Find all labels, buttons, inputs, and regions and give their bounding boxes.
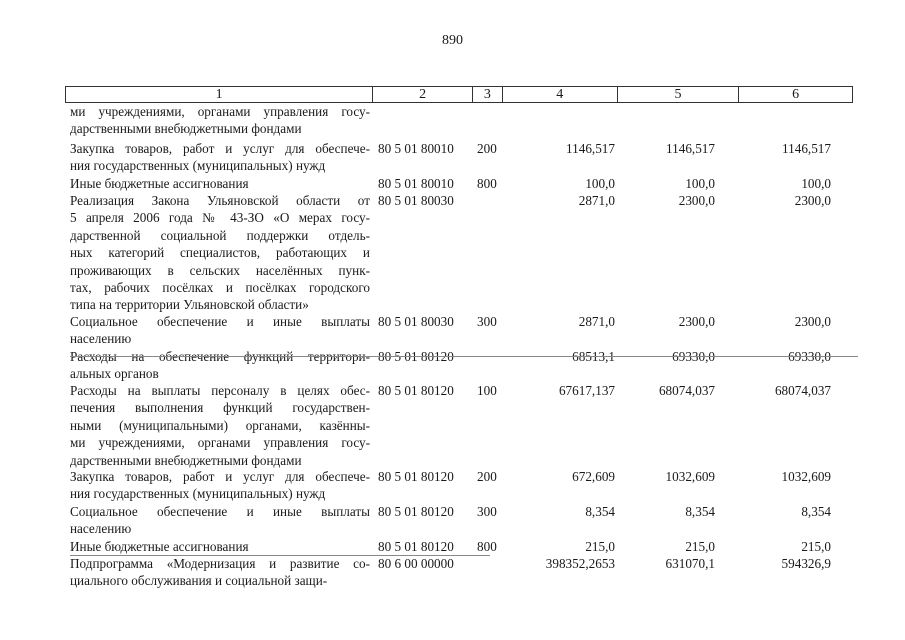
row-code: 80 5 01 80120: [378, 504, 454, 519]
row-name-line: ными (муниципальными) органами, казённы-: [70, 417, 370, 433]
row-name: [70, 192, 370, 314]
row-code: 80 6 00 00000: [378, 556, 454, 571]
row-name-line: населению: [70, 331, 132, 347]
row-name: [70, 555, 370, 590]
header-col-3: 3: [473, 87, 503, 102]
row-name-line: ния государственных (муниципальных) нужд: [70, 158, 326, 174]
row-code: 80 5 01 80010: [378, 141, 454, 156]
row-value-col5: 631070,1: [665, 556, 715, 571]
row-value-col5: 8,354: [685, 504, 715, 519]
row-value-col5: 215,0: [685, 539, 715, 554]
header-col-2: 2: [373, 87, 473, 102]
row-name-line: циального обслуживания и социальной защи-: [70, 573, 328, 589]
row-value-col4: 8,354: [585, 504, 615, 519]
divider: [70, 356, 858, 357]
row-code: 80 5 01 80120: [378, 469, 454, 484]
row-name-line: ных категорий специалистов, работающих и: [70, 245, 370, 261]
row-value-col6: 1032,609: [781, 469, 831, 484]
row-code: 80 5 01 80030: [378, 314, 454, 329]
row-name-line: тах, рабочих посёлках и посёлках городского: [70, 280, 370, 296]
row-name-line: 5 апреля 2006 года № 43-ЗО «О мерах госу-: [70, 210, 370, 226]
row-expense-type: 300: [477, 314, 497, 329]
divider: [70, 555, 490, 556]
row-value-col6: 69330,0: [788, 349, 831, 364]
row-value-col6: 2300,0: [794, 314, 831, 329]
row-name: [70, 103, 370, 138]
row-value-col4: 100,0: [585, 176, 615, 191]
row-name-line: Расходы на выплаты персоналу в целях обес-: [70, 383, 370, 398]
row-expense-type: 800: [477, 176, 497, 191]
row-name-line: ми учреждениями, органами управления госу-: [70, 104, 370, 119]
row-value-col5: 1032,609: [665, 469, 715, 484]
row-value-col6: 68074,037: [774, 383, 831, 398]
row-name-line: дарственными внебюджетными фондами: [70, 452, 302, 468]
row-name-line: ния государственных (муниципальных) нужд: [70, 486, 326, 502]
row-code: 80 5 01 80010: [378, 176, 454, 191]
row-expense-type: 200: [477, 141, 497, 156]
row-value-col6: 2300,0: [794, 193, 831, 208]
row-value-col6: 8,354: [801, 504, 831, 519]
row-name-line: Социальное обеспечение и иные выплаты: [70, 314, 370, 329]
row-value-col4: 2871,0: [578, 314, 615, 329]
row-name: [70, 503, 370, 538]
row-value-col6: 594326,9: [781, 556, 831, 571]
row-name-line: типа на территории Ульяновской области»: [70, 297, 309, 313]
row-value-col5: 100,0: [685, 176, 715, 191]
row-name: [70, 468, 370, 503]
row-value-col4: 1146,517: [566, 141, 615, 156]
row-name-line: печения выполнения функций государствен-: [70, 400, 370, 416]
row-value-col4: 398352,2653: [545, 556, 615, 571]
row-name-line: Расходы на обеспечение функций территори-: [70, 349, 370, 364]
row-name-line: Подпрограмма «Модернизация и развитие со-: [70, 556, 370, 571]
row-name-line: Закупка товаров, работ и услуг для обеспече-: [70, 469, 370, 484]
table-header: [65, 86, 853, 103]
budget-table: [65, 86, 853, 589]
row-value-col4: 215,0: [585, 539, 615, 554]
row-code: 80 5 01 80120: [378, 349, 454, 364]
row-name: [70, 348, 370, 383]
row-expense-type: 800: [477, 539, 497, 554]
row-value-col6: 215,0: [801, 539, 831, 554]
row-name-line: Закупка товаров, работ и услуг для обеспече-: [70, 141, 370, 156]
row-value-col4: 2871,0: [578, 193, 615, 208]
row-name: [70, 175, 370, 192]
row-name-line: дарственными внебюджетными фондами: [70, 121, 302, 137]
row-value-col5: 1146,517: [666, 141, 715, 156]
row-name-line: проживающих в сельских населённых пунк-: [70, 262, 370, 278]
row-value-col6: 1146,517: [782, 141, 831, 156]
row-value-col5: 2300,0: [678, 314, 715, 329]
row-expense-type: 300: [477, 504, 497, 519]
row-name: [70, 538, 370, 555]
row-value-col4: 672,609: [572, 469, 615, 484]
row-name-line: альных органов: [70, 366, 159, 382]
row-name-line: дарственной социальной поддержки отдель-: [70, 227, 370, 243]
header-col-6: 6: [792, 87, 800, 102]
row-value-col5: 69330,0: [672, 349, 715, 364]
row-name-line: Иные бюджетные ассигнования: [70, 176, 249, 191]
row-code: 80 5 01 80030: [378, 193, 454, 208]
row-name-line: Иные бюджетные ассигнования: [70, 539, 249, 554]
row-value-col4: 67617,137: [558, 383, 615, 398]
header-col-5: 5: [618, 87, 740, 102]
row-value-col5: 68074,037: [658, 383, 715, 398]
row-value-col6: 100,0: [801, 176, 831, 191]
row-value-col4: 68513,1: [572, 349, 615, 364]
row-value-col5: 2300,0: [678, 193, 715, 208]
row-name: [70, 140, 370, 175]
header-col-4: 4: [503, 87, 618, 102]
row-name-line: Социальное обеспечение и иные выплаты: [70, 504, 370, 519]
page-number: 890: [442, 33, 463, 48]
header-col-1: 1: [66, 87, 373, 102]
row-expense-type: 100: [477, 383, 497, 398]
row-name: [70, 382, 370, 469]
row-name: [70, 313, 370, 348]
row-name-line: ми учреждениями, органами управления госу-: [70, 435, 370, 451]
row-code: 80 5 01 80120: [378, 383, 454, 398]
row-name-line: Реализация Закона Ульяновской области от: [70, 193, 370, 208]
row-name-line: населению: [70, 521, 132, 537]
row-code: 80 5 01 80120: [378, 539, 454, 554]
row-expense-type: 200: [477, 469, 497, 484]
